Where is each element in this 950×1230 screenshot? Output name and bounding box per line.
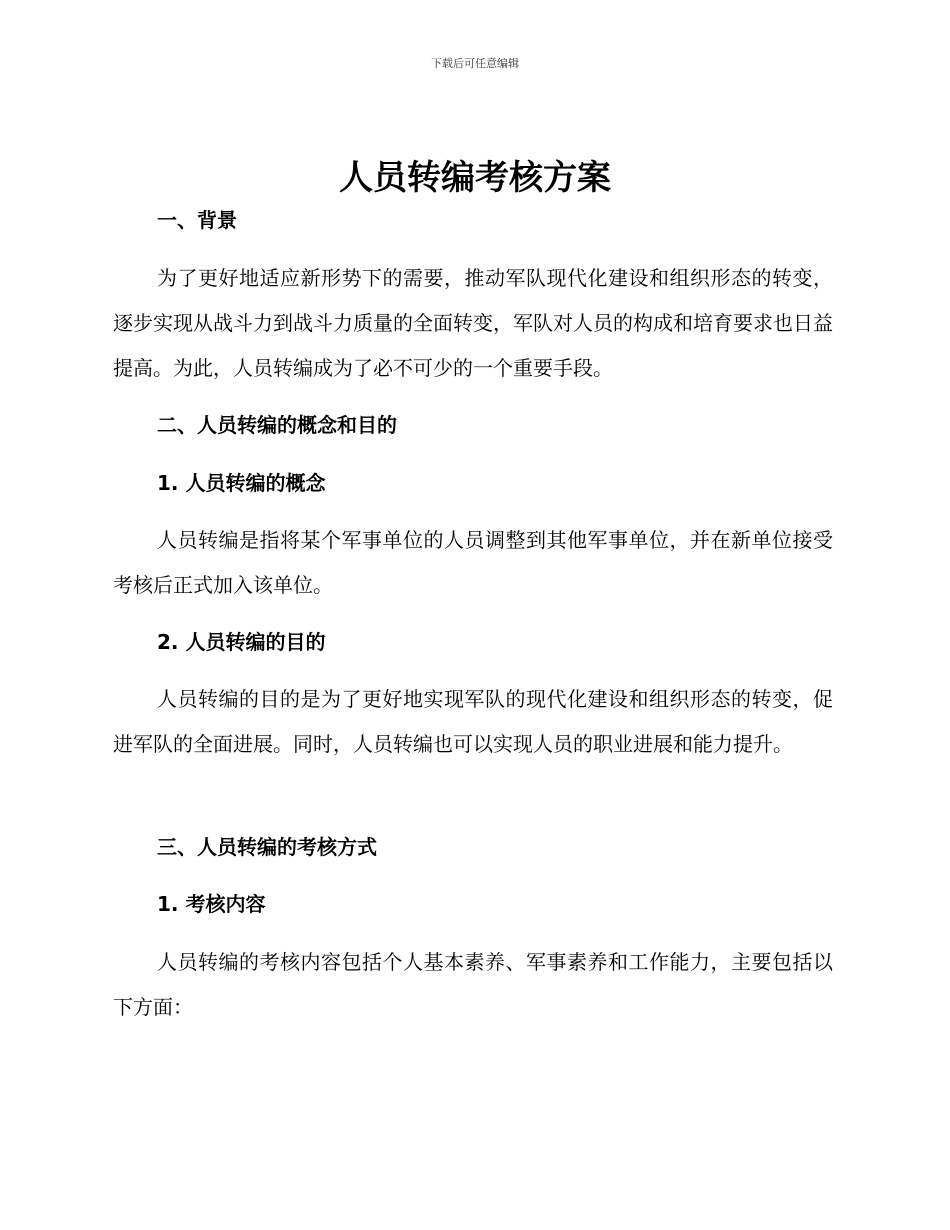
header-note: 下载后可任意编辑 [431, 57, 519, 70]
section-heading-background: 一、背景 [157, 208, 237, 232]
subheading-purpose: 2. 人员转编的目的 [157, 630, 326, 654]
section-heading-assessment-method: 三、人员转编的考核方式 [157, 835, 377, 859]
paragraph-background: 为了更好地适应新形势下的需要，推动军队现代化建设和组织形态的转变，逐步实现从战斗力到战斗力质量的全面转变，军队对人员的构成和培育要求也日益提高。为此，人员转编成为了必不可少的一个重要手段。 [113, 266, 833, 380]
section-heading-concept-purpose: 二、人员转编的概念和目的 [157, 413, 397, 437]
paragraph-concept: 人员转编是指将某个军事单位的人员调整到其他军事单位，并在新单位接受考核后正式加入该单位。 [113, 528, 833, 597]
paragraph-assessment-content: 人员转编的考核内容包括个人基本素养、军事素养和工作能力，主要包括以下方面： [113, 950, 833, 1019]
subheading-concept: 1. 人员转编的概念 [157, 471, 326, 495]
document-title: 人员转编考核方案 [339, 158, 611, 198]
paragraph-purpose: 人员转编的目的是为了更好地实现军队的现代化建设和组织形态的转变，促进军队的全面进展。同时，人员转编也可以实现人员的职业进展和能力提升。 [113, 687, 833, 756]
subheading-assessment-content: 1. 考核内容 [157, 892, 266, 916]
